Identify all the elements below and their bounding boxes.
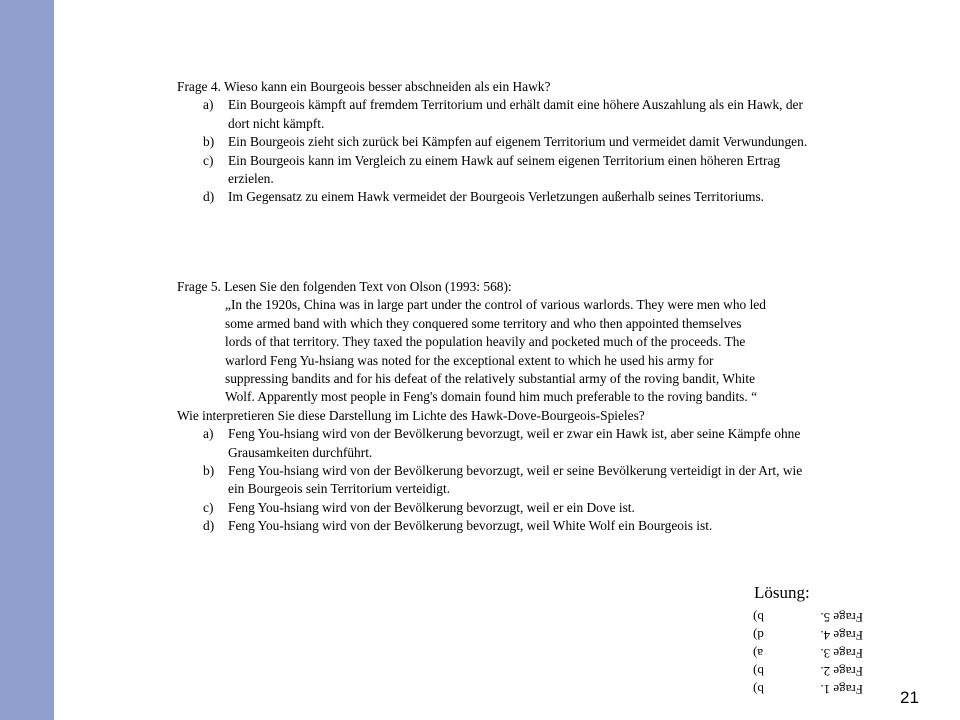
solution-row [753,608,863,626]
option-text: Ein Bourgeois kämpft auf fremdem Territorium und erhält damit eine höhere Auszahlung als ein Hawk, der dort nicht kämpft. [228,97,803,131]
option-c [177,499,817,517]
option-a [177,425,817,462]
solution-row [753,662,863,680]
option-letter: c) [203,152,214,168]
option-letter: d) [203,189,215,205]
option-d [177,188,817,206]
solution-label: Frage 3. [820,646,863,661]
option-letter: b) [203,463,215,479]
question-5-title: Wie interpretieren Sie diese Darstellung im Lichte des Hawk-Dove-Bourgeois-Spieles? [177,407,645,423]
option-letter: b) [203,134,215,150]
solution-row [753,626,863,644]
side-accent-bar [0,0,54,720]
solution-row [753,680,863,698]
option-text: Feng You-hsiang wird von der Bevölkerung bevorzugt, weil er ein Dove ist. [228,499,635,515]
solution-label: Frage 5. [820,610,863,625]
option-letter: c) [203,499,214,515]
option-c [177,152,817,189]
option-b [177,133,817,151]
question-5-options [177,425,817,535]
question-4-options [177,96,817,206]
solution-answer: a) [753,646,764,661]
solution-answer: b) [753,682,764,697]
page-number: 21 [900,688,919,707]
option-text: Feng You-hsiang wird von der Bevölkerung bevorzugt, weil er seine Bevölkerung verteidigt in der Art, wie ein Bourgeois sein Territorium verteidigt. [228,463,803,497]
solution-label: Frage 2. [820,664,863,679]
option-d [177,517,817,535]
solution-label: Frage 4. [820,628,863,643]
option-letter: d) [203,518,215,534]
solution-list-upside-down [753,608,863,698]
option-a [177,96,817,133]
solution-answer: b) [753,610,764,625]
option-text: Ein Bourgeois kann im Vergleich zu einem Hawk auf seinem eigenen Territorium einen höheren Ertrag erzielen. [228,152,781,187]
solution-answer: d) [753,628,764,643]
solution-answer: b) [753,664,764,679]
olson-quote: „In the 1920s, China was in large part under the control of various warlords. They were men who led some armed band with which they conquered some territory and who then appointed themselves lords of that territory. They taxed the population heavily and pocketed much of the proceeds. The warlord Feng Yu-hsiang was noted for the exceptional extent to which he used his army for suppressing bandits and for his defeat of the relatively substantial army of the roving bandit, White Wolf. Apparently most people in Feng's domain found him much preferable to the roving bandits. “ [225,297,766,405]
solution-label: Frage 1. [820,682,863,697]
option-b [177,462,817,499]
solution-row [753,644,863,662]
question-4 [177,78,817,207]
question-5 [177,278,817,536]
option-text: Ein Bourgeois zieht sich zurück bei Kämpfen auf eigenem Territorium und vermeidet damit Verwundungen. [228,134,808,150]
question-5-intro: Frage 5. Lesen Sie den folgenden Text von Olson (1993: 568): [177,279,512,294]
option-letter: a) [203,426,214,442]
option-text: Feng You-hsiang wird von der Bevölkerung bevorzugt, weil er zwar ein Hawk ist, aber seine Kämpfe ohne Grausamkeiten durchführt. [228,426,801,460]
option-text: Im Gegensatz zu einem Hawk vermeidet der Bourgeois Verletzungen außerhalb seines Territoriums. [228,189,765,205]
option-text: Feng You-hsiang wird von der Bevölkerung bevorzugt, weil White Wolf ein Bourgeois ist. [228,518,713,534]
question-4-title: Frage 4. Wieso kann ein Bourgeois besser abschneiden als ein Hawk? [177,79,551,94]
solution-title: Lösung: [754,583,810,602]
option-letter: a) [203,97,214,113]
